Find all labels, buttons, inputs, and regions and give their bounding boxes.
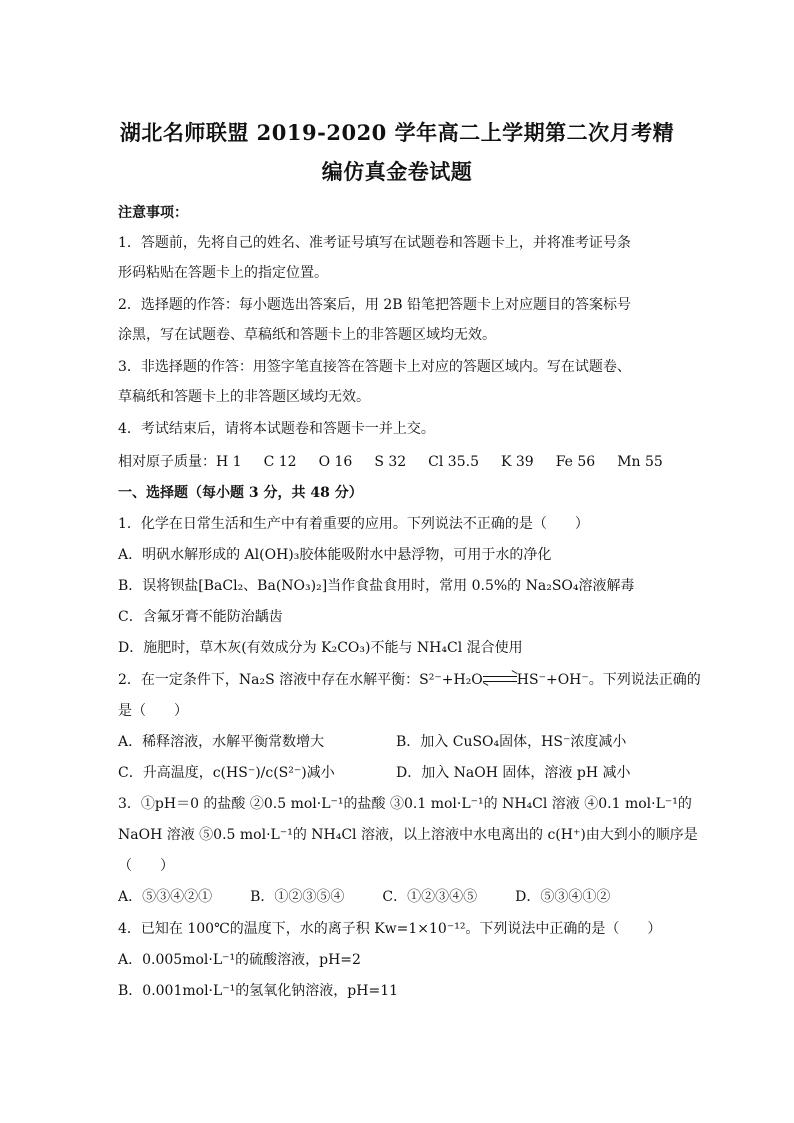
- q2-stem-line1: [118, 671, 701, 689]
- atomic-mass-mn: Mn 55: [617, 454, 663, 470]
- notice-item-3-line1: 3．非选择题的作答：用签字笔直接答在答题卡上对应的答题区域内。写在试题卷、: [118, 359, 631, 375]
- notice-item-1-line1: 1．答题前，先将自己的姓名、准考证号填写在试题卷和答题卡上，并将准考证号条: [118, 235, 631, 251]
- atomic-mass-fe: Fe 56: [555, 454, 596, 470]
- q1-option-a: A．明矾水解形成的 Al(OH)₃胶体能吸附水中悬浮物，可用于水的净化: [118, 547, 552, 563]
- q1-option-d: D．施肥时，草木灰(有效成分为 K₂CO₃)不能与 NH₄Cl 混合使用: [118, 640, 523, 656]
- notice-item-3-line2: 草稿纸和答题卡上的非答题区域均无效。: [118, 389, 370, 405]
- q3-option-b: B．①②③⑤④: [250, 889, 345, 905]
- q3-stem-line2: NaOH 溶液 ⑤0.5 mol·L⁻¹的 NH₄Cl 溶液，以上溶液中水电离出的 c(H⁺)由大到小的顺序是: [118, 827, 698, 843]
- notice-heading: 注意事项：: [118, 205, 188, 221]
- q1-stem: 1．化学在日常生活和生产中有着重要的应用。下列说法不正确的是（ ）: [118, 516, 589, 532]
- notice-item-2-line1: 2．选择题的作答：每小题选出答案后，用 2B 铅笔把答题卡上对应题目的答案标号: [118, 297, 632, 313]
- q2-stem-part-b: HS⁻+OH⁻。下列说法正确的: [516, 672, 701, 688]
- q2-stem-line2: 是（ ）: [118, 703, 188, 719]
- q4-option-b: B．0.001mol·L⁻¹的氢氧化钠溶液，pH=11: [118, 983, 399, 999]
- q4-stem: 4．已知在 100℃的温度下，水的离子积 Kw=1×10⁻¹²。下列说法中正确的是（ ）: [118, 921, 662, 937]
- notice-item-4: 4．考试结束后，请将本试题卷和答题卡一并上交。: [118, 421, 435, 437]
- atomic-mass-h: H 1: [216, 454, 242, 470]
- q3-options-row: [118, 888, 610, 906]
- exam-title-line2: 编仿真金卷试题: [321, 159, 473, 184]
- q3-stem-line1: 3．①pH＝0 的盐酸 ②0.5 mol·L⁻¹的盐酸 ③0.1 mol·L⁻¹的 NH₄Cl 溶液 ④0.1 mol·L⁻¹的: [118, 796, 692, 812]
- q3-option-d: D．⑤③④①②: [515, 889, 611, 905]
- q1-option-b: B．误将钡盐[BaCl₂、Ba(NO₃)₂]当作食盐食用时，常用 0.5%的 Na₂SO₄溶液解毒: [118, 578, 635, 594]
- atomic-mass-cl: Cl 35.5: [428, 454, 479, 470]
- q2-option-d: D．加入 NaOH 固体，溶液 pH 减小: [396, 765, 631, 781]
- atomic-mass-c: C 12: [263, 454, 297, 470]
- q2-stem-part-a: 2．在一定条件下，Na₂S 溶液中存在水解平衡：S²⁻+H₂O: [118, 672, 483, 688]
- q3-option-c: C．①②③④⑤: [382, 889, 478, 905]
- notice-item-2-line2: 涂黑，写在试题卷、草稿纸和答题卡上的非答题区域均无效。: [118, 327, 496, 343]
- q2-option-b: B．加入 CuSO₄固体，HS⁻浓度减小: [396, 734, 627, 750]
- atomic-mass-row: [118, 453, 663, 471]
- atomic-mass-s: S 32: [374, 454, 407, 470]
- equilibrium-arrow-icon: [483, 674, 517, 686]
- q3-option-a: A．⑤③④②①: [118, 889, 213, 905]
- atomic-mass-o: O 16: [318, 454, 353, 470]
- atomic-mass-label: 相对原子质量：: [118, 454, 216, 470]
- section-heading-choice: 一、选择题（每小题 3 分，共 48 分）: [118, 485, 363, 501]
- notice-item-1-line2: 形码粘贴在答题卡上的指定位置。: [118, 265, 328, 281]
- q1-option-c: C．含氟牙膏不能防治龋齿: [118, 609, 283, 625]
- atomic-mass-k: K 39: [500, 454, 534, 470]
- q2-option-a: A．稀释溶液，水解平衡常数增大: [118, 734, 325, 750]
- q2-option-c: C．升高温度，c(HS⁻)/c(S²⁻)减小: [118, 765, 335, 781]
- exam-title-line1: 湖北名师联盟 2019-2020 学年高二上学期第二次月考精: [119, 120, 675, 145]
- q4-option-a: A．0.005mol·L⁻¹的硫酸溶液，pH=2: [118, 952, 361, 968]
- q3-stem-line3: （ ）: [118, 858, 174, 874]
